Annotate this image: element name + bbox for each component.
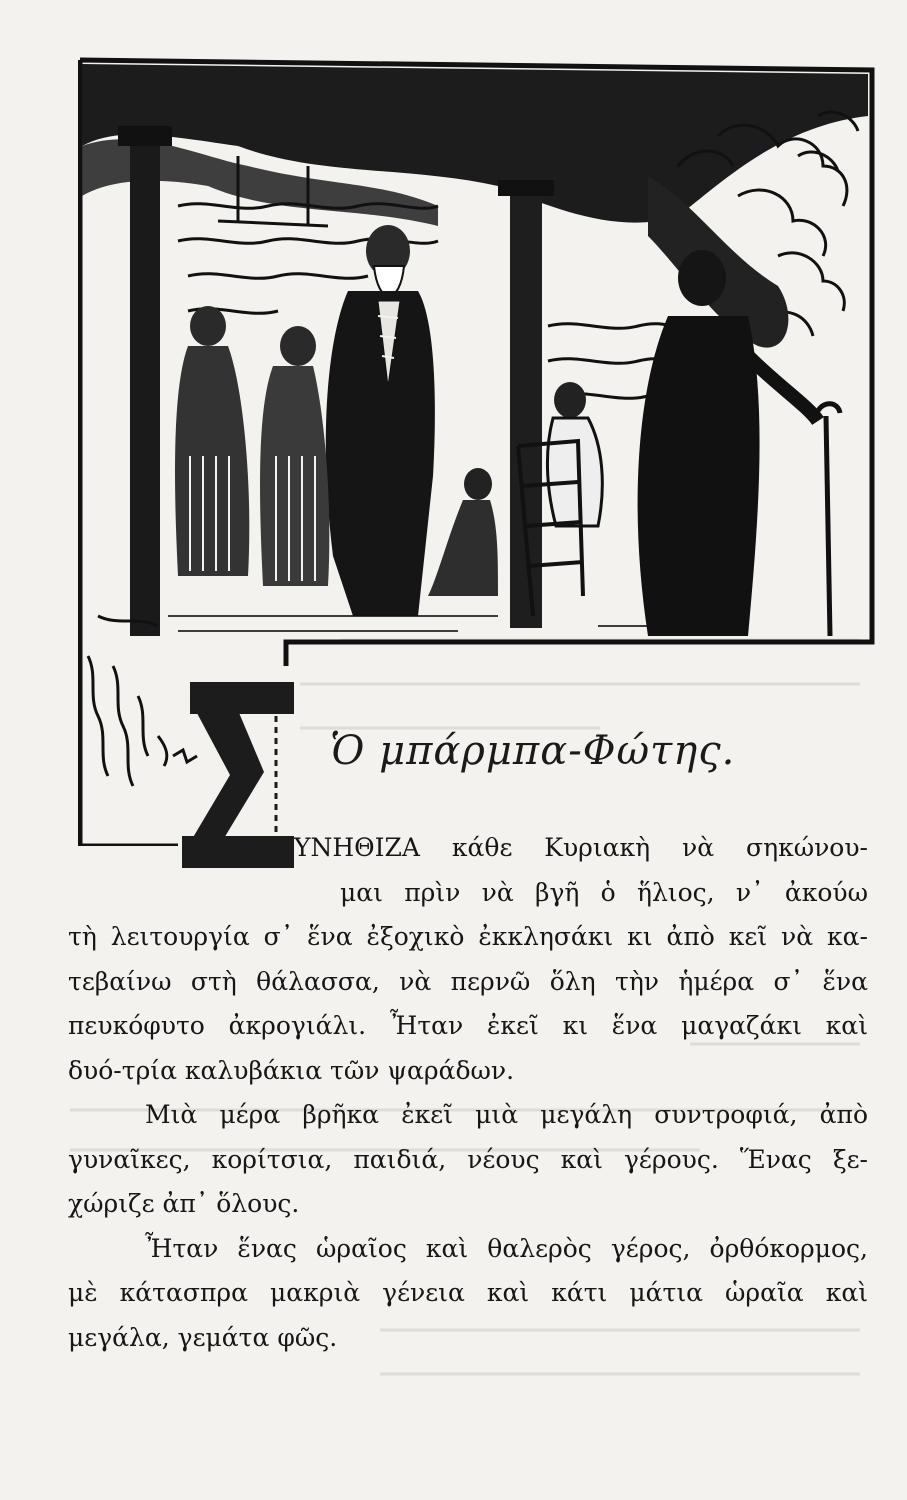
text-line: μαι πρὶν νὰ βγῆ ὁ ἥλιος, ν᾿ ἀκούω (340, 877, 868, 907)
text-line: τεβαίνω στὴ θάλασσα, νὰ περνῶ ὅλη τὴν ἡμέρα σ᾿ ἕνα (68, 966, 868, 996)
story-title: Ὁ μπάρμπα-Φώτης. (330, 728, 736, 774)
text-line: γυναῖκες, κορίτσια, παιδιά, νέους καὶ γέρους. Ἕνας ξε- (68, 1144, 868, 1174)
text-line: μεγάλα, γεμάτα φῶς. (68, 1322, 338, 1352)
story-body (68, 826, 868, 1360)
text-line: Μιὰ μέρα βρῆκα ἐκεῖ μιὰ μεγάλη συντροφιά, ἀπὸ (145, 1100, 868, 1129)
text-line: Ἦταν ἕνας ὡραῖος καὶ θαλερὸς γέρος, ὀρθόκορμος, (145, 1233, 868, 1263)
text-line: δυό-τρία καλυβάκια τῶν ψαράδων. (68, 1055, 515, 1085)
text-line: ΥΝΗΘΙΖΑ κάθε Κυριακὴ νὰ σηκώνου- (294, 833, 868, 862)
text-line: πευκόφυτο ἀκρογιάλι. Ἦταν ἐκεῖ κι ἕνα μαγαζάκι καὶ (68, 1011, 868, 1040)
drop-cap-letter: Σ (172, 680, 173, 681)
text-line: μὲ κάτασπρα μακριὰ γένεια καὶ κάτι μάτια ὡραῖα καὶ (68, 1278, 868, 1307)
text-line: τὴ λειτουργία σ᾿ ἕνα ἐξοχικὸ ἐκκλησάκι κι ἀπὸ κεῖ νὰ κα- (68, 922, 868, 951)
text-line: χώριζε ἀπ᾿ ὅλους. (68, 1189, 300, 1218)
